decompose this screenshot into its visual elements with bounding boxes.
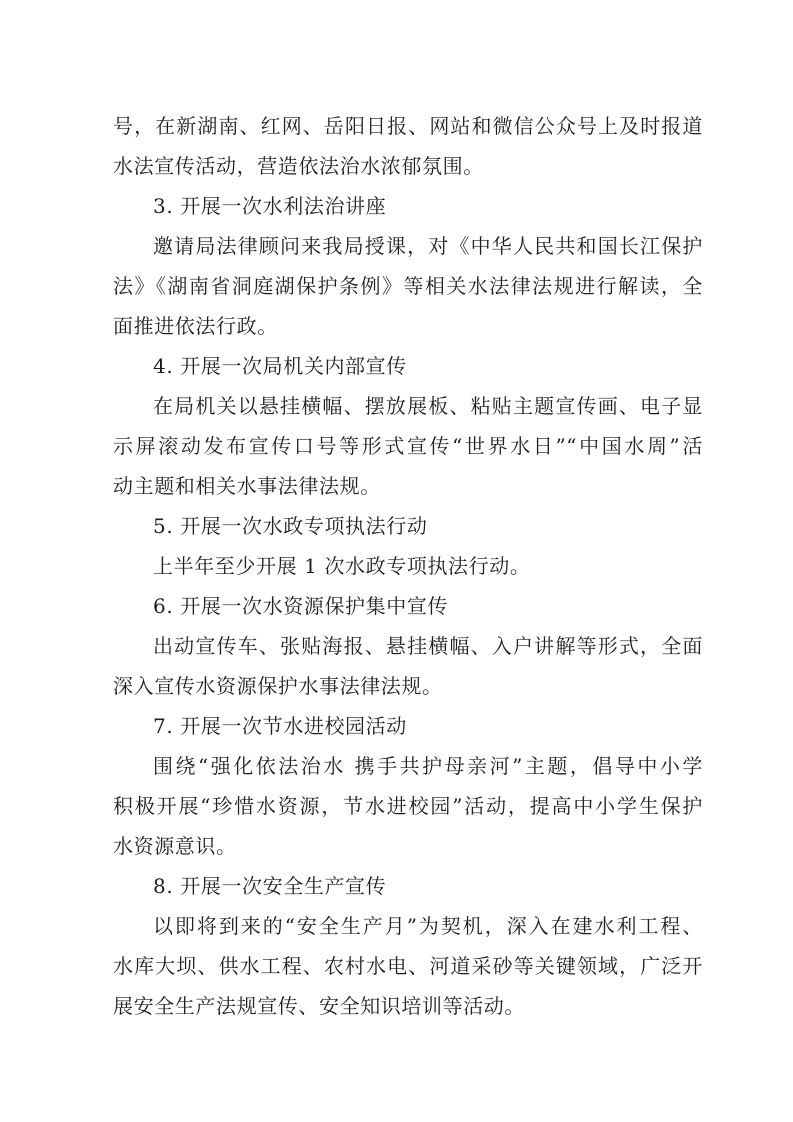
- section-heading-7: 7. 开展一次节水进校园活动: [153, 714, 407, 738]
- section-heading-8: 8. 开展一次安全生产宣传: [153, 874, 387, 898]
- paragraph-line: 号，在新湖南、红网、岳阳日报、网站和微信公众号上及时报道: [113, 114, 703, 138]
- paragraph-line: 上半年至少开展 1 次水政专项执法行动。: [153, 554, 531, 578]
- paragraph-line: 动主题和相关水事法律法规。: [113, 474, 381, 498]
- section-heading-4: 4. 开展一次局机关内部宣传: [153, 354, 407, 378]
- paragraph-line: 出动宣传车、张贴海报、悬挂横幅、入户讲解等形式，全面: [153, 634, 703, 658]
- paragraph-line: 以即将到来的“安全生产月”为契机，深入在建水利工程、: [153, 914, 703, 938]
- paragraph-line: 邀请局法律顾问来我局授课，对《中华人民共和国长江保护: [153, 234, 703, 258]
- section-heading-5: 5. 开展一次水政专项执法行动: [153, 514, 428, 538]
- paragraph-line: 围绕“强化依法治水 携手共护母亲河”主题，倡导中小学: [153, 754, 703, 778]
- paragraph-line: 示屏滚动发布宣传口号等形式宣传“世界水日”“中国水周”活: [113, 434, 703, 458]
- paragraph-line: 水资源意识。: [113, 834, 237, 858]
- paragraph-line: 法》《湖南省洞庭湖保护条例》等相关水法律法规进行解读，全: [113, 274, 703, 298]
- section-heading-6: 6. 开展一次水资源保护集中宣传: [153, 594, 449, 618]
- document-body: [113, 106, 703, 1026]
- paragraph-line: 水库大坝、供水工程、农村水电、河道采砂等关键领域，广泛开: [113, 954, 703, 978]
- paragraph-line: 水法宣传活动，营造依法治水浓郁氛围。: [113, 154, 484, 178]
- paragraph-line: 在局机关以悬挂横幅、摆放展板、粘贴主题宣传画、电子显: [153, 394, 703, 418]
- paragraph-line: 面推进依法行政。: [113, 314, 278, 338]
- paragraph-line: 深入宣传水资源保护水事法律法规。: [113, 674, 443, 698]
- paragraph-line: 积极开展“珍惜水资源，节水进校园”活动，提高中小学生保护: [113, 794, 703, 818]
- paragraph-line: 展安全生产法规宣传、安全知识培训等活动。: [113, 994, 525, 1018]
- section-heading-3: 3. 开展一次水利法治讲座: [153, 194, 387, 218]
